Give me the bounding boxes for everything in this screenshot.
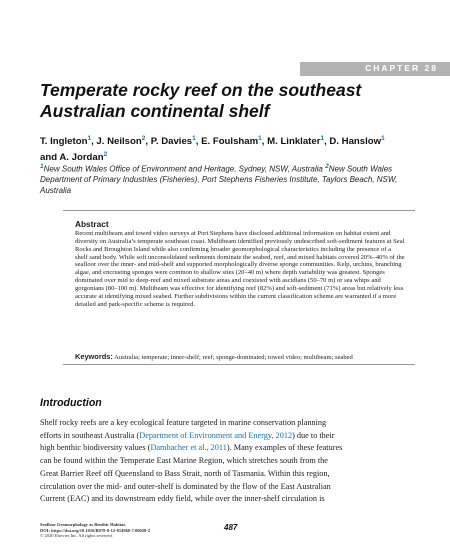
page-number: 487 — [224, 523, 238, 532]
keywords — [75, 353, 405, 362]
author-list — [40, 133, 420, 164]
article-title — [40, 80, 420, 122]
affiliations — [40, 162, 420, 196]
abstract-box — [63, 210, 415, 365]
title-line-2: Australian continental shelf — [40, 101, 270, 121]
footer-copyright: © 2020 Elsevier Inc. All rights reserved. — [40, 533, 113, 539]
abstract-text: Recent multibeam and towed video surveys at Port Stephens have disclosed additional information on habitat extent and diversity on Australia’s temperate southeast coast. Multibeam identified previously undescribed soft-sediment features at Seal Rocks and Broughton Island while also confirming broader geomorphological characteristics including the presence of a shelf sand body. While soft unconsolidated sediments dominate the seabed, reef, and mixed habitats covered 20%–40% of the seafloor over the inner- and mid-shelf and supported morphologically diverse sponge communities. Kelp, urchins, branching algae, and encrusting sponges were common to shallow sites (20–40 m) where depth variability was greatest. Sponges dominated over mid to deep-reef and mixed substrate areas and coexisted with ascidians (50–70 m) or sea whips and gorgonians (80–100 m). Multibeam was effective for identifying reef (82%) and soft-sediment (71%) areas but relatively less accurate at identifying mixed seabed. Further subdivisions within the current classification scheme are warranted if a more detailed and park-specific scheme is required. — [75, 230, 405, 308]
abstract-heading: Abstract — [75, 219, 109, 229]
keywords-text: Australia; temperate; inner-shelf; reef; sponge-dominated; towed video; multibeam; seabed — [114, 354, 353, 361]
affiliation-marker: 1 — [40, 163, 44, 170]
section-heading-introduction: Introduction — [40, 397, 102, 409]
chapter-label: CHAPTER 28 — [365, 63, 438, 73]
author: M. Linklater$^1$, — [267, 135, 330, 148]
author: J. Neilson$^2$, — [96, 135, 151, 148]
keywords-label: Keywords: — [75, 352, 113, 361]
citation-link[interactable]: Department of Environment and Energy, 2012 — [139, 430, 293, 440]
page-footer — [40, 522, 180, 539]
footer-book-title: Seafloor Geomorphology as Benthic Habitat. — [40, 522, 127, 527]
author: P. Davies$^1$, — [150, 135, 202, 148]
affiliation-2: New South Wales Department of Primary Industries (Fisheries), Port Stephens Fisheries Institute, Taylors Beach, NSW, Australia — [40, 164, 398, 195]
author: E. Foulsham$^1$, — [201, 135, 268, 148]
introduction-text: Shelf rocky reefs are a key ecological feature targeted in marine conservation planning efforts in southeast Australia (Department of Environment and Energy, 2012) due to their high benthic biodiversity values (Dambacher et al., 2011). Many examples of these features can be found within the Temperate East Marine Region, which stretches south from the Great Barrier Reef off Queensland to Bass Strait, north of Tasmania. Within this region, circulation over the mid- and outer-shelf is dominated by the flow of the East Australian Current (EAC) and its downstream eddy field, while over the inner-shelf circulation is — [40, 418, 343, 504]
footer-doi[interactable]: DOI: https://doi.org/10.1016/B978-0-12-814960-7.00028-2 — [40, 527, 150, 533]
author: and A. Jordan$^2$ — [40, 150, 108, 163]
affiliation-marker: 2 — [325, 163, 329, 170]
citation-link[interactable]: Dambacher et al., 2011 — [150, 443, 227, 453]
title-line-1: Temperate rocky reef on the southeast — [40, 80, 362, 100]
chapter-banner — [300, 62, 450, 76]
affiliation-1: New South Wales Office of Environment and Heritage, Sydney, NSW, Australia — [43, 164, 326, 174]
author: T. Ingleton$^1$, — [40, 135, 97, 148]
author: D. Hanslow$^1$ — [329, 135, 385, 148]
